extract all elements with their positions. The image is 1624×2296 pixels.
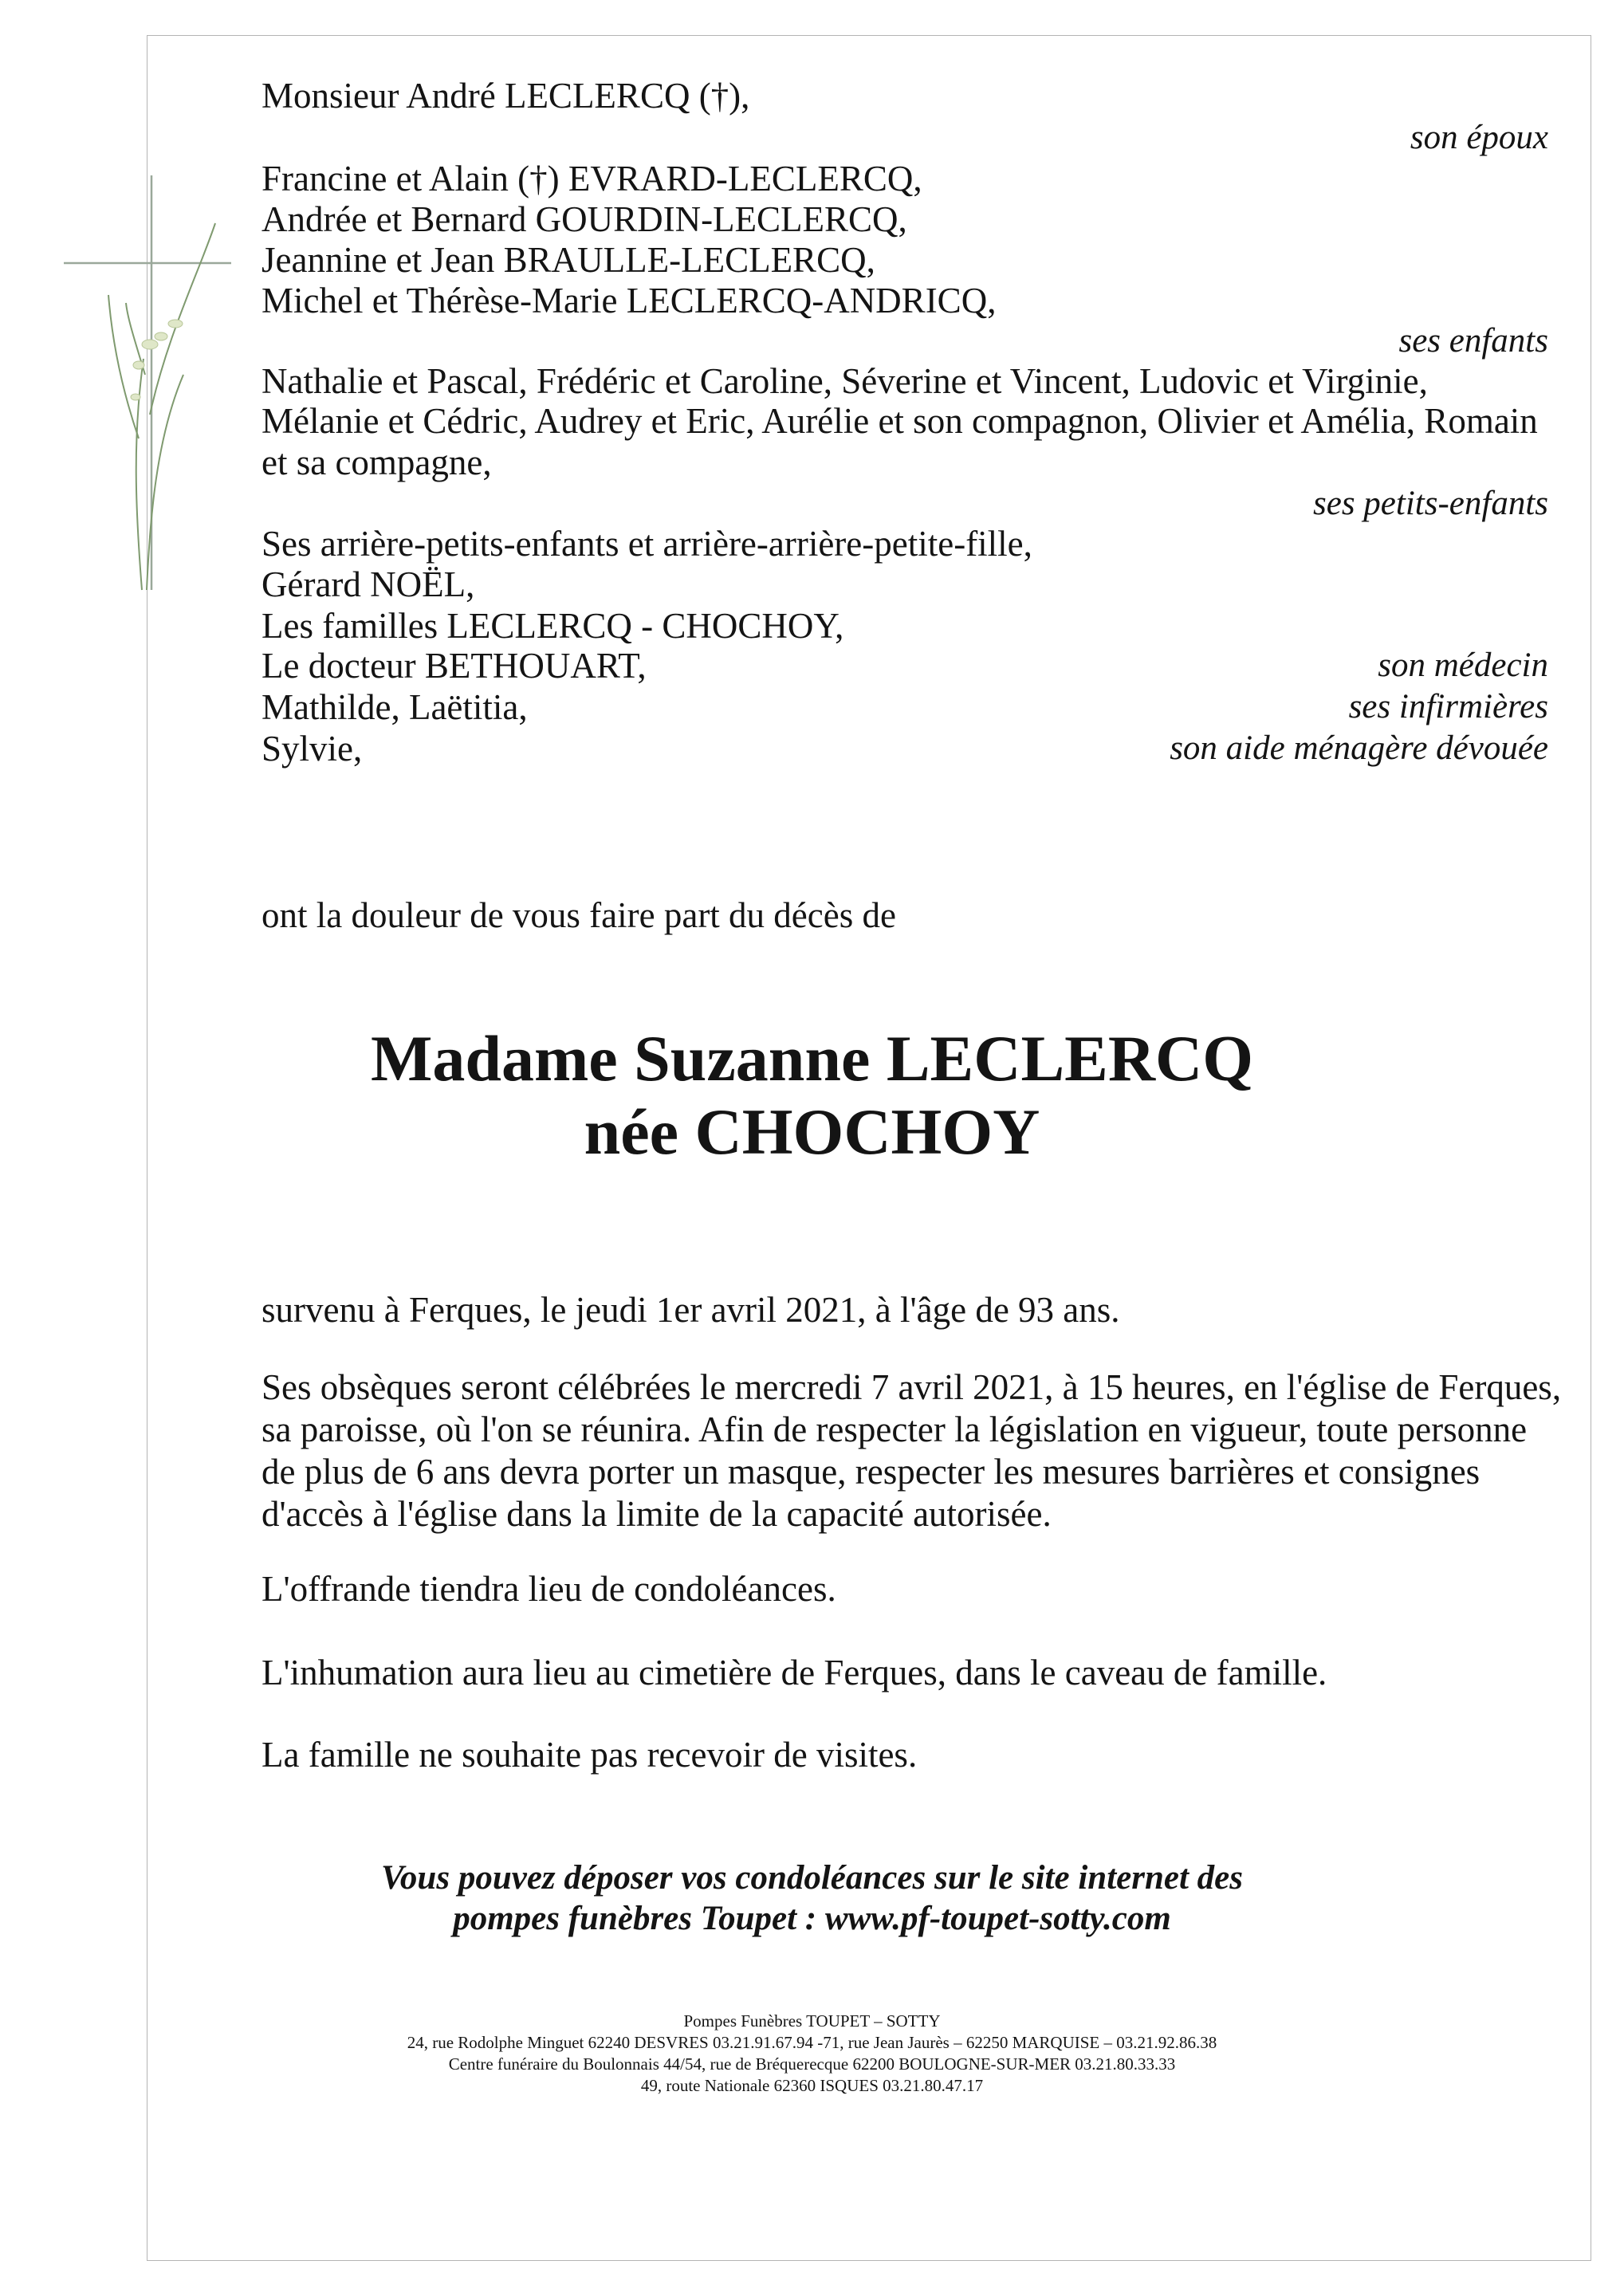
children-role: ses enfants (1398, 322, 1548, 360)
mourner-line: Sylvie, (261, 729, 363, 769)
mourner-line: Ses arrière-petits-enfants et arrière-arrière-petite-fille, (261, 524, 1032, 564)
grandchildren-line: et sa compagne, (261, 442, 492, 482)
burial-text: L'inhumation aura lieu au cimetière de Ferques, dans le caveau de famille. (261, 1653, 1327, 1693)
mourner-line: Mathilde, Laëtitia, (261, 687, 528, 727)
funeral-paragraph (261, 1366, 1569, 1535)
announcement-text: ont la douleur de vous faire part du décès de (261, 895, 896, 935)
footer-line: Centre funéraire du Boulonnais 44/54, rue de Bréquerecque 62200 BOULOGNE-SUR-MER 03.21.80.33.33 (448, 2054, 1176, 2074)
child-line: Francine et Alain (†) EVRARD-LECLERCQ, (261, 159, 922, 199)
child-line: Jeannine et Jean BRAULLE-LECLERCQ, (261, 240, 875, 280)
footer-line: Pompes Funèbres TOUPET – SOTTY (683, 2011, 941, 2031)
cross-lily-decoration-icon (56, 175, 263, 598)
spouse-name: Monsieur André LECLERCQ (†), (261, 76, 750, 116)
visits-text: La famille ne souhaite pas recevoir de visites. (261, 1735, 918, 1775)
funeral-text: Ses obsèques seront célébrées le mercredi 7 avril 2021, à 15 heures, en l'église de Ferques, sa paroisse, où l'on se réunira. Afin de respecter la législation en vigueur, toute personne de plus de 6 ans devra porter un masque, respecter les mesures barrières et consignes d'accès à l'église dans la limite de la capacité autorisée. (261, 1367, 1562, 1534)
mourner-line: Le docteur BETHOUART, (261, 646, 647, 686)
child-line: Michel et Thérèse-Marie LECLERCQ-ANDRICQ, (261, 281, 997, 320)
grandchildren-role: ses petits-enfants (1313, 485, 1548, 522)
grandchildren-line: Nathalie et Pascal, Frédéric et Caroline, Séverine et Vincent, Ludovic et Virginie, (261, 361, 1428, 401)
mourner-line: Les familles LECLERCQ - CHOCHOY, (261, 606, 844, 646)
condolences-line: pompes funèbres Toupet : www.pf-toupet-sotty.com (453, 1900, 1171, 1937)
child-line: Andrée et Bernard GOURDIN-LECLERCQ, (261, 199, 907, 239)
deceased-birth-name: née CHOCHOY (584, 1095, 1040, 1168)
footer-line: 24, rue Rodolphe Minguet 62240 DESVRES 03.21.91.67.94 -71, rue Jean Jaurès – 62250 MARQUISE – 03.21.92.86.38 (407, 2033, 1217, 2052)
spouse-role: son époux (1410, 119, 1548, 156)
condolences-line: Vous pouvez déposer vos condoléances sur le site internet des (381, 1859, 1243, 1897)
nurses-role: ses infirmières (1348, 688, 1548, 725)
death-info: survenu à Ferques, le jeudi 1er avril 2021, à l'âge de 93 ans. (261, 1290, 1120, 1330)
offering-text: L'offrande tiendra lieu de condoléances. (261, 1569, 836, 1609)
grandchildren-line: Mélanie et Cédric, Audrey et Eric, Aurélie et son compagnon, Olivier et Amélia, Romain (261, 401, 1538, 441)
doctor-role: son médecin (1378, 647, 1548, 684)
mourner-line: Gérard NOËL, (261, 564, 475, 604)
helper-role: son aide ménagère dévouée (1170, 729, 1548, 767)
footer-line: 49, route Nationale 62360 ISQUES 03.21.80.47.17 (640, 2076, 984, 2095)
deceased-name: Madame Suzanne LECLERCQ (370, 1022, 1254, 1095)
